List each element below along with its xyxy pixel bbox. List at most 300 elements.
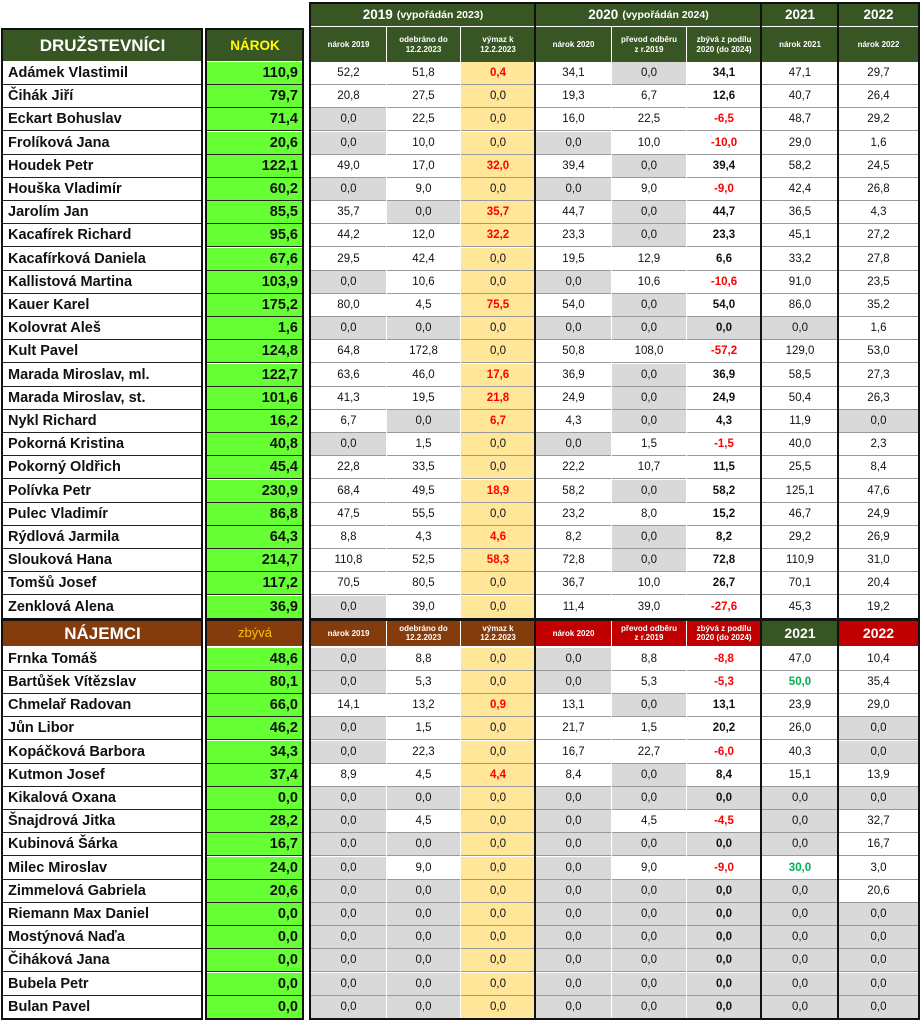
data-cell: 9,0 [387,857,460,880]
narok-value: 48,6 [207,648,303,671]
data-cell: 55,5 [387,503,460,526]
data-cell: 0,0 [311,717,386,740]
member-name: Kikalová Oxana [3,787,202,810]
data-cell: 0,0 [839,949,918,972]
data-cell: 45,3 [762,596,838,619]
data-cell: 0,0 [687,949,761,972]
data-cell: 14,1 [311,694,386,717]
year-group-subtitle: (vypořádán 2023) [396,8,484,21]
data-cell: 0,0 [612,480,686,503]
data-cell: 19,5 [387,387,460,410]
member-name: Kult Pavel [3,340,202,363]
data-cell: 0,0 [612,224,686,247]
data-cell: 0,0 [311,271,386,294]
data-cell: 0,0 [612,155,686,178]
data-cell: 0,0 [762,810,838,833]
member-name: Adámek Vlastimil [3,62,202,85]
member-name: Milec Miroslav [3,857,202,880]
data-cell: 31,0 [839,549,918,572]
data-cell: 0,0 [461,926,535,949]
data-cell: 0,0 [461,787,535,810]
data-cell: 0,0 [311,596,386,619]
data-cell: 33,5 [387,456,460,479]
data-cell: 16,7 [536,741,611,764]
member-name: Mostýnová Naďa [3,926,202,949]
data-cell: 0,0 [536,178,611,201]
data-cell: 50,8 [536,340,611,363]
data-cell: 32,2 [461,224,535,247]
narok-value: 110,9 [207,62,303,85]
data-cell: -6,5 [687,108,761,131]
data-cell: 4,5 [387,764,460,787]
data-cell: 4,3 [839,201,918,224]
data-cell: 0,0 [687,973,761,996]
member-name: Jůn Libor [3,717,202,740]
column-header: 2021 [762,621,838,646]
data-cell: 58,5 [762,364,838,387]
data-cell: 0,0 [461,857,535,880]
data-cell: 34,1 [687,62,761,85]
data-cell: 0,0 [612,973,686,996]
data-cell: 0,0 [762,880,838,903]
member-name: Chmelař Radovan [3,694,202,717]
narok-value: 0,0 [207,973,303,996]
data-cell: 11,5 [687,456,761,479]
group-separator [760,4,762,1019]
data-cell: 22,2 [536,456,611,479]
data-cell: 21,7 [536,717,611,740]
data-cell: 29,2 [762,526,838,549]
data-cell: 0,0 [612,549,686,572]
data-cell: 0,0 [461,85,535,108]
member-name: Zimmelová Gabriela [3,880,202,903]
data-cell: 23,9 [762,694,838,717]
year-group-title: 2021 [784,7,816,23]
data-cell: 11,9 [762,410,838,433]
data-cell: 17,0 [387,155,460,178]
data-cell: 23,2 [536,503,611,526]
data-cell: 0,0 [839,973,918,996]
data-cell: 0,0 [687,317,761,340]
year-group-header [839,4,918,26]
data-cell: 0,0 [612,764,686,787]
narok-value: 20,6 [207,880,303,903]
member-name: Bulan Pavel [3,996,202,1019]
data-cell: 0,0 [387,833,460,856]
data-cell: 80,5 [387,572,460,595]
data-cell: 23,5 [839,271,918,294]
data-cell: 0,0 [762,996,838,1019]
data-cell: 0,0 [839,903,918,926]
data-cell: 10,4 [839,648,918,671]
data-cell: 0,0 [762,973,838,996]
data-cell: 22,5 [387,108,460,131]
narok-value: 103,9 [207,271,303,294]
data-cell: 4,5 [387,294,460,317]
data-cell: 1,6 [839,132,918,155]
data-cell: 36,5 [762,201,838,224]
data-cell: 0,0 [612,317,686,340]
narok-header: NÁROK [207,30,303,61]
narok-value: 0,0 [207,787,303,810]
data-cell: 0,0 [536,857,611,880]
data-cell: 0,0 [536,787,611,810]
narok-value: 0,0 [207,996,303,1019]
data-cell: 49,0 [311,155,386,178]
data-cell: 20,2 [687,717,761,740]
data-cell: 0,0 [612,364,686,387]
data-cell: 20,8 [311,85,386,108]
data-cell: 19,2 [839,596,918,619]
narok-value: 79,7 [207,85,303,108]
data-cell: 0,0 [536,903,611,926]
narok-value: 34,3 [207,741,303,764]
column-header: výmaz k 12.2.2023 [461,27,535,62]
data-cell: 0,0 [461,596,535,619]
data-cell: 0,0 [536,648,611,671]
data-cell: 0,0 [536,833,611,856]
narok-value: 122,7 [207,364,303,387]
data-cell: 0,0 [762,317,838,340]
data-cell: 6,7 [311,410,386,433]
year-group-title: 2020 [588,7,619,23]
data-cell: -9,0 [687,857,761,880]
year-group-header [762,4,838,26]
data-cell: 1,5 [612,433,686,456]
member-name: Kacafírek Richard [3,224,202,247]
narok-value: 60,2 [207,178,303,201]
data-cell: 0,0 [612,62,686,85]
member-name: Kacafírková Daniela [3,248,202,271]
column-header: převod odběru z r.2019 [612,27,686,62]
data-cell: 0,0 [311,648,386,671]
data-cell: 0,0 [461,248,535,271]
data-cell: 0,0 [387,996,460,1019]
data-cell: 0,0 [461,433,535,456]
data-cell: 22,8 [311,456,386,479]
data-cell: 58,3 [461,549,535,572]
data-cell: 0,0 [461,833,535,856]
data-cell: 35,4 [839,671,918,694]
data-cell: 46,0 [387,364,460,387]
data-cell: 26,9 [839,526,918,549]
data-cell: 27,5 [387,85,460,108]
narok-value: 1,6 [207,317,303,340]
member-name: Pokorná Kristina [3,433,202,456]
data-cell: 6,7 [461,410,535,433]
data-cell: 27,2 [839,224,918,247]
narok-value: 230,9 [207,480,303,503]
data-cell: -1,5 [687,433,761,456]
narok-value: 45,4 [207,456,303,479]
narok-value: 20,6 [207,132,303,155]
column-header: zbývá z podílu 2020 (do 2024) [687,621,761,646]
data-cell: 24,5 [839,155,918,178]
data-cell: 0,0 [387,973,460,996]
data-cell: 0,0 [461,880,535,903]
data-cell: 0,0 [311,926,386,949]
data-cell: 0,0 [461,671,535,694]
data-cell: 26,0 [762,717,838,740]
data-cell: 0,0 [839,717,918,740]
data-cell: -9,0 [687,178,761,201]
column-header: 2022 [839,621,918,646]
data-cell: 22,5 [612,108,686,131]
data-cell: 0,0 [536,949,611,972]
data-cell: 0,0 [461,903,535,926]
data-cell: 0,0 [461,340,535,363]
data-cell: 0,0 [387,949,460,972]
data-cell: 52,5 [387,549,460,572]
data-cell: 47,5 [311,503,386,526]
data-cell: 0,0 [311,996,386,1019]
member-name: Kopáčková Barbora [3,741,202,764]
data-cell: 35,2 [839,294,918,317]
data-cell: 0,0 [839,926,918,949]
data-cell: 10,0 [387,132,460,155]
member-name: Houdek Petr [3,155,202,178]
data-cell: 50,4 [762,387,838,410]
data-cell: 46,7 [762,503,838,526]
data-cell: 19,5 [536,248,611,271]
data-cell: 8,8 [311,526,386,549]
data-cell: 0,0 [387,880,460,903]
data-cell: 0,0 [311,108,386,131]
column-header: nárok 2020 [536,621,611,646]
member-name: Slouková Hana [3,549,202,572]
data-cell: 40,3 [762,741,838,764]
data-cell: 18,9 [461,480,535,503]
narok-value: 16,7 [207,833,303,856]
data-cell: 47,6 [839,480,918,503]
column-header: výmaz k 12.2.2023 [461,621,535,646]
data-cell: 0,0 [612,903,686,926]
data-cell: 1,5 [387,433,460,456]
data-cell: 9,0 [612,857,686,880]
data-cell: 0,0 [461,996,535,1019]
data-cell: 64,8 [311,340,386,363]
data-cell: 32,7 [839,810,918,833]
data-cell: 47,0 [762,648,838,671]
data-cell: 0,0 [387,787,460,810]
data-cell: -10,6 [687,271,761,294]
data-cell: 23,3 [536,224,611,247]
data-cell: 16,0 [536,108,611,131]
narok-value: 85,5 [207,201,303,224]
data-cell: 13,1 [536,694,611,717]
data-cell: -8,8 [687,648,761,671]
data-cell: 0,0 [461,741,535,764]
member-name: Zenklová Alena [3,596,202,619]
member-name: Pokorný Oldřich [3,456,202,479]
data-cell: 0,0 [311,317,386,340]
data-cell: 0,4 [461,62,535,85]
data-cell: 8,0 [612,503,686,526]
data-cell: 110,9 [762,549,838,572]
data-cell: 58,2 [687,480,761,503]
data-cell: 129,0 [762,340,838,363]
narok-value: 124,8 [207,340,303,363]
data-cell: 6,7 [612,85,686,108]
member-name: Jarolím Jan [3,201,202,224]
data-cell: 110,8 [311,549,386,572]
data-cell: 0,0 [461,271,535,294]
data-cell: 108,0 [612,340,686,363]
section-title-tenants: NÁJEMCI [3,621,202,646]
data-cell: 75,5 [461,294,535,317]
member-name: Riemann Max Daniel [3,903,202,926]
data-cell: 0,0 [461,648,535,671]
data-cell: 0,0 [536,810,611,833]
data-cell: 27,8 [839,248,918,271]
data-cell: 29,0 [762,132,838,155]
data-cell: 0,0 [612,787,686,810]
data-cell: 20,6 [839,880,918,903]
data-cell: 49,5 [387,480,460,503]
data-cell: -5,3 [687,671,761,694]
data-cell: 35,7 [461,201,535,224]
member-name: Nykl Richard [3,410,202,433]
data-cell: 29,2 [839,108,918,131]
narok-value: 122,1 [207,155,303,178]
data-cell: 32,0 [461,155,535,178]
member-name: Rýdlová Jarmila [3,526,202,549]
data-cell: 16,7 [839,833,918,856]
narok-value: 0,0 [207,926,303,949]
data-cell: 24,9 [536,387,611,410]
data-cell: 13,1 [687,694,761,717]
data-cell: 4,5 [387,810,460,833]
data-cell: 26,7 [687,572,761,595]
data-cell: 8,9 [311,764,386,787]
data-cell: 33,2 [762,248,838,271]
data-cell: 6,6 [687,248,761,271]
data-cell: 41,3 [311,387,386,410]
data-cell: 0,0 [612,880,686,903]
data-cell: 15,2 [687,503,761,526]
data-cell: 0,0 [311,671,386,694]
data-cell: 0,0 [536,973,611,996]
data-cell: 0,0 [387,903,460,926]
data-cell: 8,4 [687,764,761,787]
data-cell: 0,0 [536,996,611,1019]
data-cell: 0,0 [762,949,838,972]
column-header: nárok 2022 [839,27,918,62]
data-cell: 125,1 [762,480,838,503]
data-cell: -57,2 [687,340,761,363]
data-cell: 0,0 [461,317,535,340]
narok-value: 175,2 [207,294,303,317]
narok-value: 95,6 [207,224,303,247]
section-title-coop: DRUŽSTEVNÍCI [3,30,202,61]
data-cell: 26,4 [839,85,918,108]
column-header: odebráno do 12.2.2023 [387,27,460,62]
data-cell: 58,2 [762,155,838,178]
narok-value: 46,2 [207,717,303,740]
data-cell: 0,0 [687,926,761,949]
data-cell: 23,3 [687,224,761,247]
member-name: Kolovrat Aleš [3,317,202,340]
data-cell: 45,1 [762,224,838,247]
data-cell: 15,1 [762,764,838,787]
data-cell: 63,6 [311,364,386,387]
member-name: Polívka Petr [3,480,202,503]
data-cell: 0,0 [311,178,386,201]
member-name: Kauer Karel [3,294,202,317]
data-cell: 0,0 [687,903,761,926]
member-name: Tomšů Josef [3,572,202,595]
data-cell: 50,0 [762,671,838,694]
member-name: Bartůšek Vítězslav [3,671,202,694]
data-cell: 25,5 [762,456,838,479]
data-cell: 0,0 [461,973,535,996]
data-cell: 70,1 [762,572,838,595]
data-cell: 0,0 [536,926,611,949]
data-cell: 12,9 [612,248,686,271]
data-cell: 0,0 [612,526,686,549]
data-cell: 0,0 [687,996,761,1019]
data-cell: 0,0 [612,410,686,433]
member-name: Marada Miroslav, st. [3,387,202,410]
member-name: Eckart Bohuslav [3,108,202,131]
data-cell: 0,0 [612,694,686,717]
narok-value: 28,2 [207,810,303,833]
data-cell: 0,0 [687,787,761,810]
data-cell: 20,4 [839,572,918,595]
data-cell: 0,0 [536,880,611,903]
data-cell: 0,0 [612,949,686,972]
narok-value: 40,8 [207,433,303,456]
group-separator [534,4,536,1019]
data-cell: 8,8 [387,648,460,671]
data-cell: 8,8 [612,648,686,671]
data-cell: 39,4 [536,155,611,178]
data-cell: 4,3 [387,526,460,549]
data-cell: 0,0 [612,833,686,856]
data-cell: 10,0 [612,572,686,595]
data-cell: 0,0 [461,572,535,595]
data-cell: 0,9 [461,694,535,717]
data-cell: 1,5 [612,717,686,740]
data-cell: 91,0 [762,271,838,294]
data-cell: 72,8 [536,549,611,572]
data-cell: 0,0 [311,741,386,764]
member-name: Marada Miroslav, ml. [3,364,202,387]
data-cell: 44,2 [311,224,386,247]
data-cell: 2,3 [839,433,918,456]
data-cell: 34,1 [536,62,611,85]
data-cell: 11,4 [536,596,611,619]
data-cell: 10,6 [612,271,686,294]
member-name: Bubela Petr [3,973,202,996]
member-name: Kubinová Šárka [3,833,202,856]
data-cell: 0,0 [311,833,386,856]
data-cell: 70,5 [311,572,386,595]
data-cell: 0,0 [311,787,386,810]
column-header: odebráno do 12.2.2023 [387,621,460,646]
data-cell: 4,5 [612,810,686,833]
data-cell: 12,0 [387,224,460,247]
data-cell: 39,4 [687,155,761,178]
data-cell: 10,7 [612,456,686,479]
data-cell: 26,3 [839,387,918,410]
data-cell: 0,0 [612,926,686,949]
data-cell: 48,7 [762,108,838,131]
year-group-header [536,4,761,26]
column-header: převod odběru z r.2019 [612,621,686,646]
data-cell: 0,0 [536,671,611,694]
data-cell: 36,9 [687,364,761,387]
